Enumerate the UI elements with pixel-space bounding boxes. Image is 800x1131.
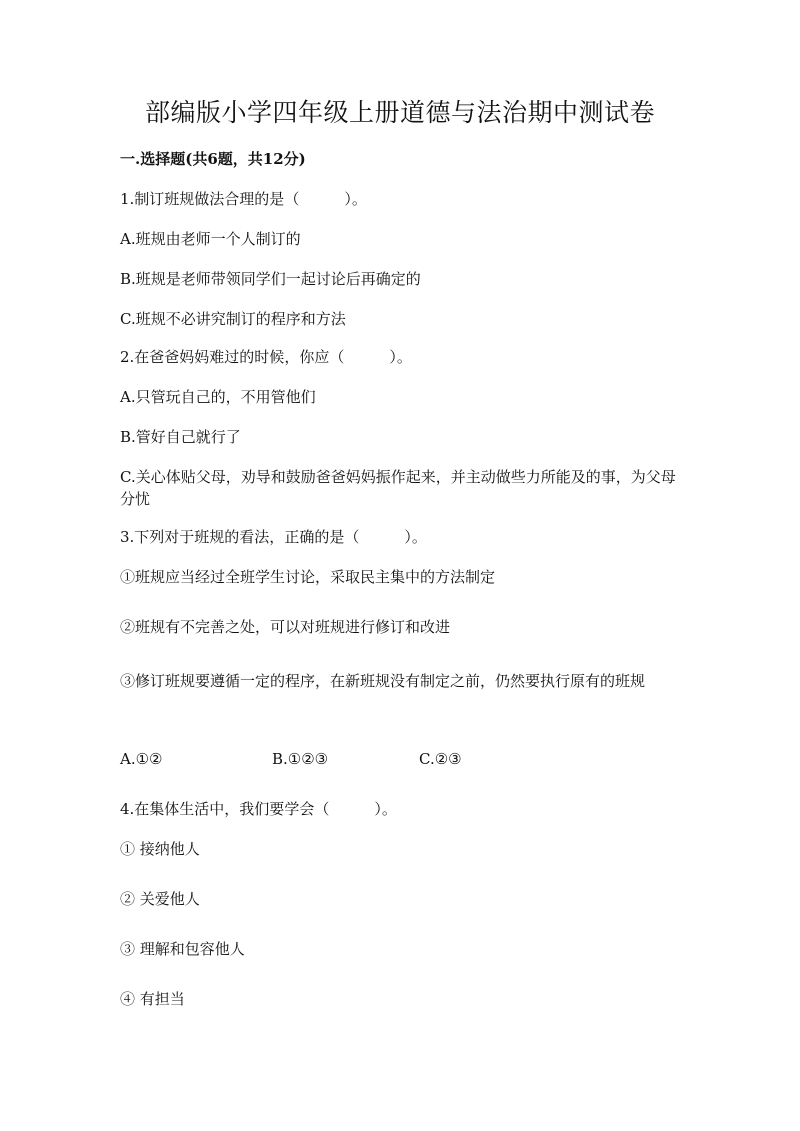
question-3-statement-1: ①班规应当经过全班学生讨论，采取民主集中的方法制定 [120, 568, 496, 586]
question-3-option-a: A.①② [120, 750, 163, 768]
question-3-option-c: C.②③ [419, 750, 462, 768]
question-2-stem: 2.在爸爸妈妈难过的时候，你应（ ）。 [120, 348, 412, 366]
question-4-statement-4: ④ 有担当 [120, 990, 185, 1008]
question-2-option-a: A.只管玩自己的，不用管他们 [120, 388, 316, 406]
question-1-stem: 1.制订班规做法合理的是（ ）。 [120, 190, 367, 208]
question-3-statement-2: ②班规有不完善之处，可以对班规进行修订和改进 [120, 618, 451, 636]
question-2-option-c: C.关心体贴父母，劝导和鼓励爸爸妈妈振作起来，并主动做些力所能及的事，为父母分忧 [120, 468, 676, 508]
section-heading: 一.选择题(共6题，共12分) [120, 150, 306, 168]
question-4-stem: 4.在集体生活中，我们要学会（ ）。 [120, 800, 397, 818]
question-1-option-c: C.班规不必讲究制订的程序和方法 [120, 310, 346, 328]
question-4-statement-2: ② 关爱他人 [120, 890, 200, 908]
question-3-option-b: B.①②③ [272, 750, 329, 768]
question-1-option-b: B.班规是老师带领同学们一起讨论后再确定的 [120, 270, 421, 288]
question-4-statement-3: ③ 理解和包容他人 [120, 940, 245, 958]
question-4-statement-1: ① 接纳他人 [120, 840, 200, 858]
question-3-statement-3: ③修订班规要遵循一定的程序，在新班规没有制定之前，仍然要执行原有的班规 [120, 672, 646, 690]
page-title: 部编版小学四年级上册道德与法治期中测试卷 [144, 98, 655, 127]
question-3-stem: 3.下列对于班规的看法，正确的是（ ）。 [120, 528, 427, 546]
question-2-option-b: B.管好自己就行了 [120, 428, 241, 446]
question-1-option-a: A.班规由老师一个人制订的 [120, 230, 301, 248]
